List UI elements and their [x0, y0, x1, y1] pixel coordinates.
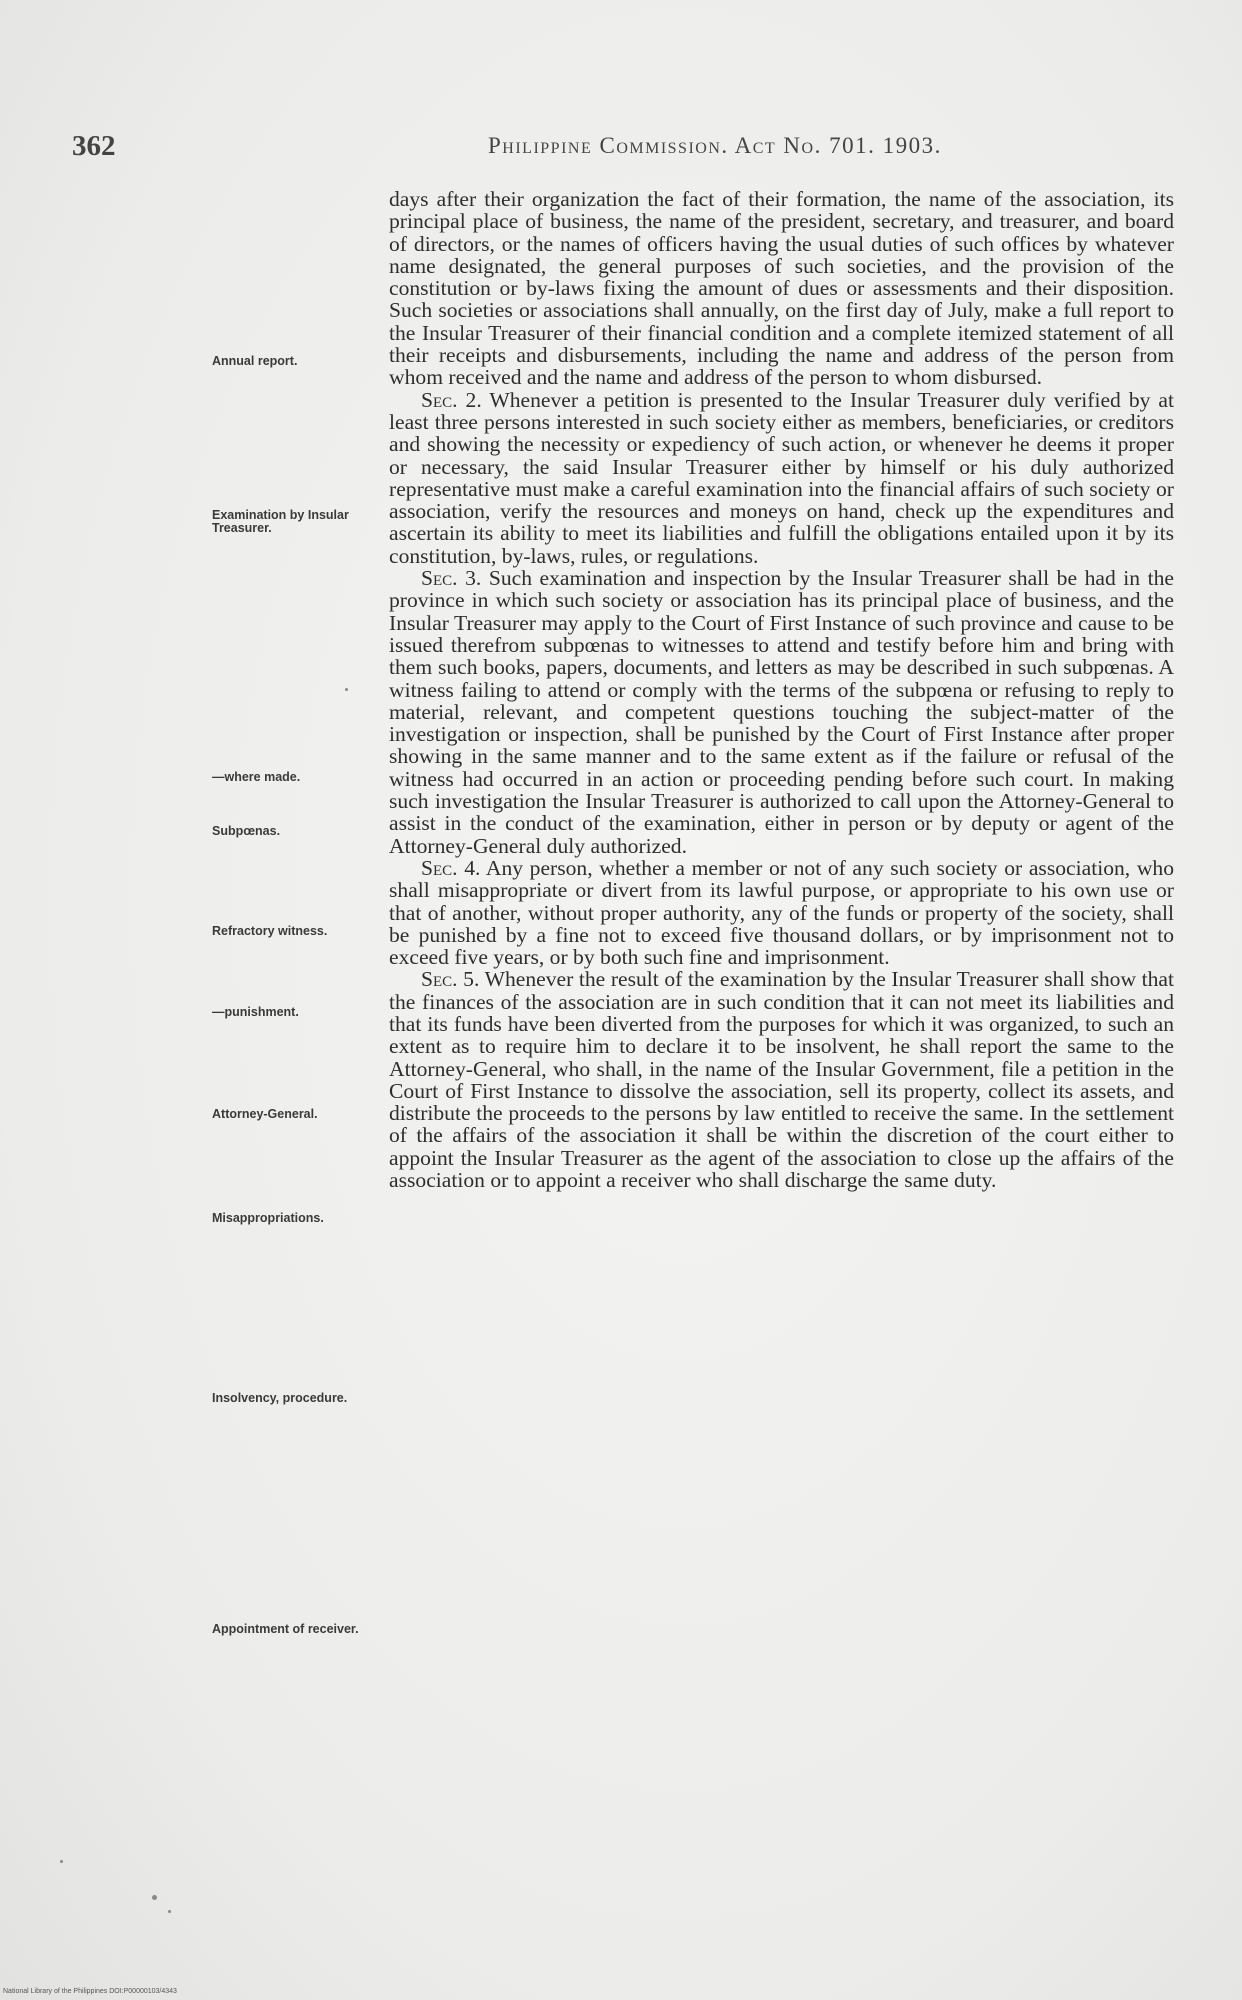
sidenote-attorney-general: Attorney-General.	[212, 1107, 318, 1121]
running-head: Philippine Commission. Act No. 701. 1903.	[488, 133, 942, 158]
sidenote-punishment: —punishment.	[212, 1005, 299, 1019]
paragraph-text: Such examination and inspection by the Insular Treasurer shall be had in the province in which such society or association has its principal place of business, and the Insular Treasurer may apply to the Court of First Instance of such province and cause to be issued therefrom subpœnas to witnesses to attend and testify before him and bring with them such books, papers, documents, and letters as may be described in such subpœnas. A witness failing to attend or comply with the terms of the subpœna or refusing to reply to material, relevant, and competent questions touching the subject-matter of the investigation or inspection, shall be punished by the Court of First Instance after proper showing in the same manner and to the same extent as if the failure or refusal of the witness had occurred in an action or proceeding pending before such court. In making such investigation the Insular Treasurer is authorized to call upon the Attorney-General to assist in the conduct of the examination, either in person or by deputy or agent of the Attorney-General duly authorized.	[389, 566, 1174, 858]
dust-speck	[60, 1860, 63, 1863]
sidenote-where-made: —where made.	[212, 770, 301, 784]
section-number: Sec. 4.	[421, 855, 481, 880]
paragraph	[389, 389, 1174, 567]
sidenote-examination: Examination by Insular Treasurer.	[212, 508, 349, 535]
paragraph	[389, 188, 1174, 389]
sidenote-appointment-receiver: Appointment of receiver.	[212, 1622, 359, 1636]
dust-speck	[345, 688, 348, 691]
paragraph	[389, 857, 1174, 968]
paragraph-text: days after their organization the fact of their formation, the name of the association, its principal place of business, the name of the president, secretary, and treasurer, and board of directors, or the names of officers having the usual duties of such offices by whatever name designated, the general purposes of such societies, and the provision of the constitution or by-laws fixing the amount of dues or assessments and their disposition. Such societies or associations shall annually, on the first day of July, make a full report to the Insular Treasurer of their financial condition and a complete itemized statement of all their receipts and disbursements, including the name and address of the person from whom received and the name and address of the person to whom disbursed.	[389, 187, 1174, 390]
section-number: Sec. 3.	[421, 566, 482, 591]
dust-speck	[152, 1895, 157, 1900]
paragraph	[389, 968, 1174, 1191]
sidenote-insolvency: Insolvency, procedure.	[212, 1391, 348, 1405]
dust-speck	[168, 1910, 171, 1913]
sidenote-misappropriations: Misappropriations.	[212, 1211, 324, 1225]
section-number: Sec. 2.	[421, 387, 482, 412]
paragraph	[389, 567, 1174, 857]
sidenote-refractory-witness: Refractory witness.	[212, 924, 328, 938]
paragraph-text: Whenever the result of the examination by the Insular Treasurer shall show that the finances of the association are in such condition that it can not meet its liabilities and that its funds have been diverted from the purposes for which it was organized, to such an extent as to require him to declare it to be insolvent, he shall report the same to the Attorney-General, who shall, in the name of the Insular Government, file a petition in the Court of First Instance to dissolve the association, sell its property, collect its assets, and distribute the proceeds to the persons by law entitled to receive the same. In the settlement of the affairs of the association it shall be within the discretion of the court either to appoint the Insular Treasurer as the agent of the association to close up the affairs of the association or to appoint a receiver who shall discharge the same duty.	[389, 967, 1175, 1193]
library-mark: National Library of the Philippines DOI:P00000103/4343	[3, 1988, 177, 1995]
page-number: 362	[72, 130, 116, 162]
paragraph-text: Any person, whether a member or not of any such society or association, who shall misappropriate or divert from its lawful purpose, or appropriate to his own use or that of another, without proper authority, any of the funds or property of the society, shall be punished by a fine not to exceed five thousand dollars, or by imprisonment not to exceed five years, or by both such fine and imprisonment.	[389, 855, 1175, 970]
sidenote-annual-report: Annual report.	[212, 354, 298, 368]
body-text	[389, 188, 1174, 1191]
paragraph-text: Whenever a petition is presented to the Insular Treasurer duly verified by at least three persons interested in such society either as members, beneficiaries, or creditors and showing the necessity or expediency of such action, or whenever he deems it proper or necessary, the said Insular Treasurer either by himself or his duly authorized representative must make a careful examination into the financial affairs of such society or association, verify the resources and moneys on hand, check up the expenditures and ascertain its ability to meet its liabilities and fulfill the obligations entailed upon it by its constitution, by-laws, rules, or regulations.	[389, 387, 1174, 568]
section-number: Sec. 5.	[421, 967, 480, 992]
sidenote-subpoenas: Subpœnas.	[212, 824, 281, 838]
